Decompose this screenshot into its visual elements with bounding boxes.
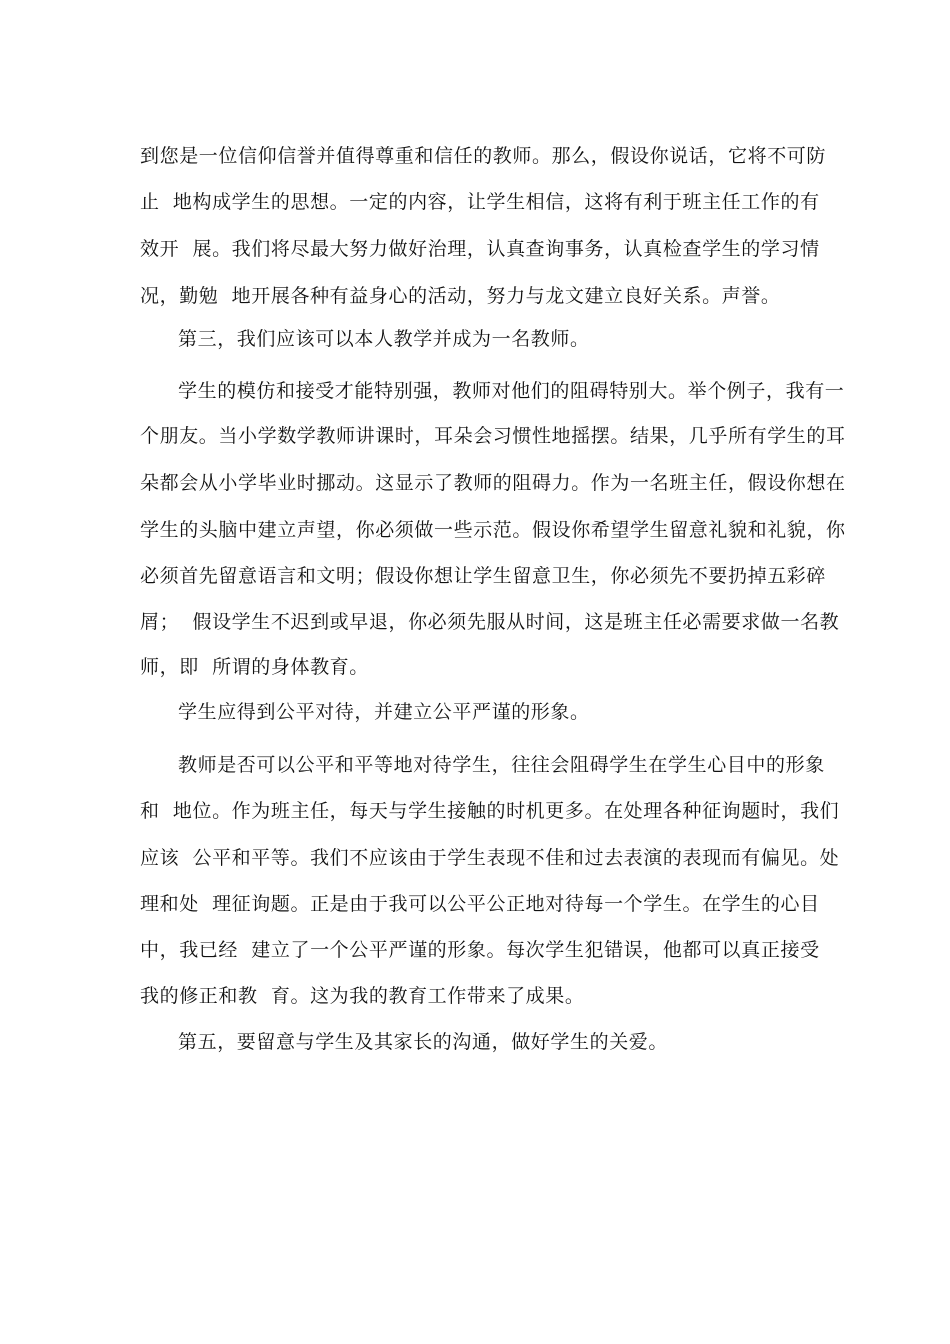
text-line: 学生的模仿和接受才能特别强，教师对他们的阻碍特别大。举个例子，我有一	[178, 380, 845, 402]
text-line: 屑； 假设学生不迟到或早退，你必须先服从时间，这是班主任必需要求做一名教	[140, 611, 840, 633]
text-line: 学生的头脑中建立声望，你必须做一些示范。假设你希望学生留意礼貌和礼貌，你	[140, 519, 846, 541]
section-heading: 学生应得到公平对待，并建立公平严谨的形象。	[178, 701, 590, 723]
section-heading: 第三，我们应该可以本人教学并成为一名教师。	[178, 328, 590, 350]
text-line: 必须首先留意语言和文明；假设你想让学生留意卫生，你必须先不要扔掉五彩碎	[140, 565, 827, 587]
text-line: 止 地构成学生的思想。一定的内容，让学生相信，这将有利于班主任工作的有	[140, 191, 820, 213]
text-line: 和 地位。作为班主任，每天与学生接触的时机更多。在处理各种征询题时，我们	[140, 800, 840, 822]
text-line: 应该 公平和平等。我们不应该由于学生表现不佳和过去表演的表现而有偏见。处	[140, 847, 840, 869]
section-heading: 第五，要留意与学生及其家长的沟通，做好学生的关爱。	[178, 1031, 669, 1053]
text-line: 朵都会从小学毕业时挪动。这显示了教师的阻碍力。作为一名班主任，假设你想在	[140, 472, 846, 494]
text-line: 教师是否可以公平和平等地对待学生，往往会阻碍学生在学生心目中的形象	[178, 754, 825, 776]
text-line: 理和处 理征询题。正是由于我可以公平公正地对待每一个学生。在学生的心目	[140, 893, 820, 915]
text-line: 况，勤勉 地开展各种有益身心的活动，努力与龙文建立良好关系。声誉。	[140, 285, 781, 307]
text-line: 个朋友。当小学数学教师讲课时，耳朵会习惯性地摇摆。结果，几乎所有学生的耳	[140, 425, 846, 447]
text-line: 到您是一位信仰信誉并值得尊重和信任的教师。那么，假设你说话，它将不可防	[140, 145, 827, 167]
text-line: 师，即 所谓的身体教育。	[140, 656, 369, 678]
text-line: 我的修正和教 育。这为我的教育工作带来了成果。	[140, 985, 585, 1007]
text-line: 中，我已经 建立了一个公平严谨的形象。每次学生犯错误，他都可以真正接受	[140, 939, 820, 961]
text-line: 效开 展。我们将尽最大努力做好治理，认真查询事务，认真检查学生的学习情	[140, 238, 820, 260]
